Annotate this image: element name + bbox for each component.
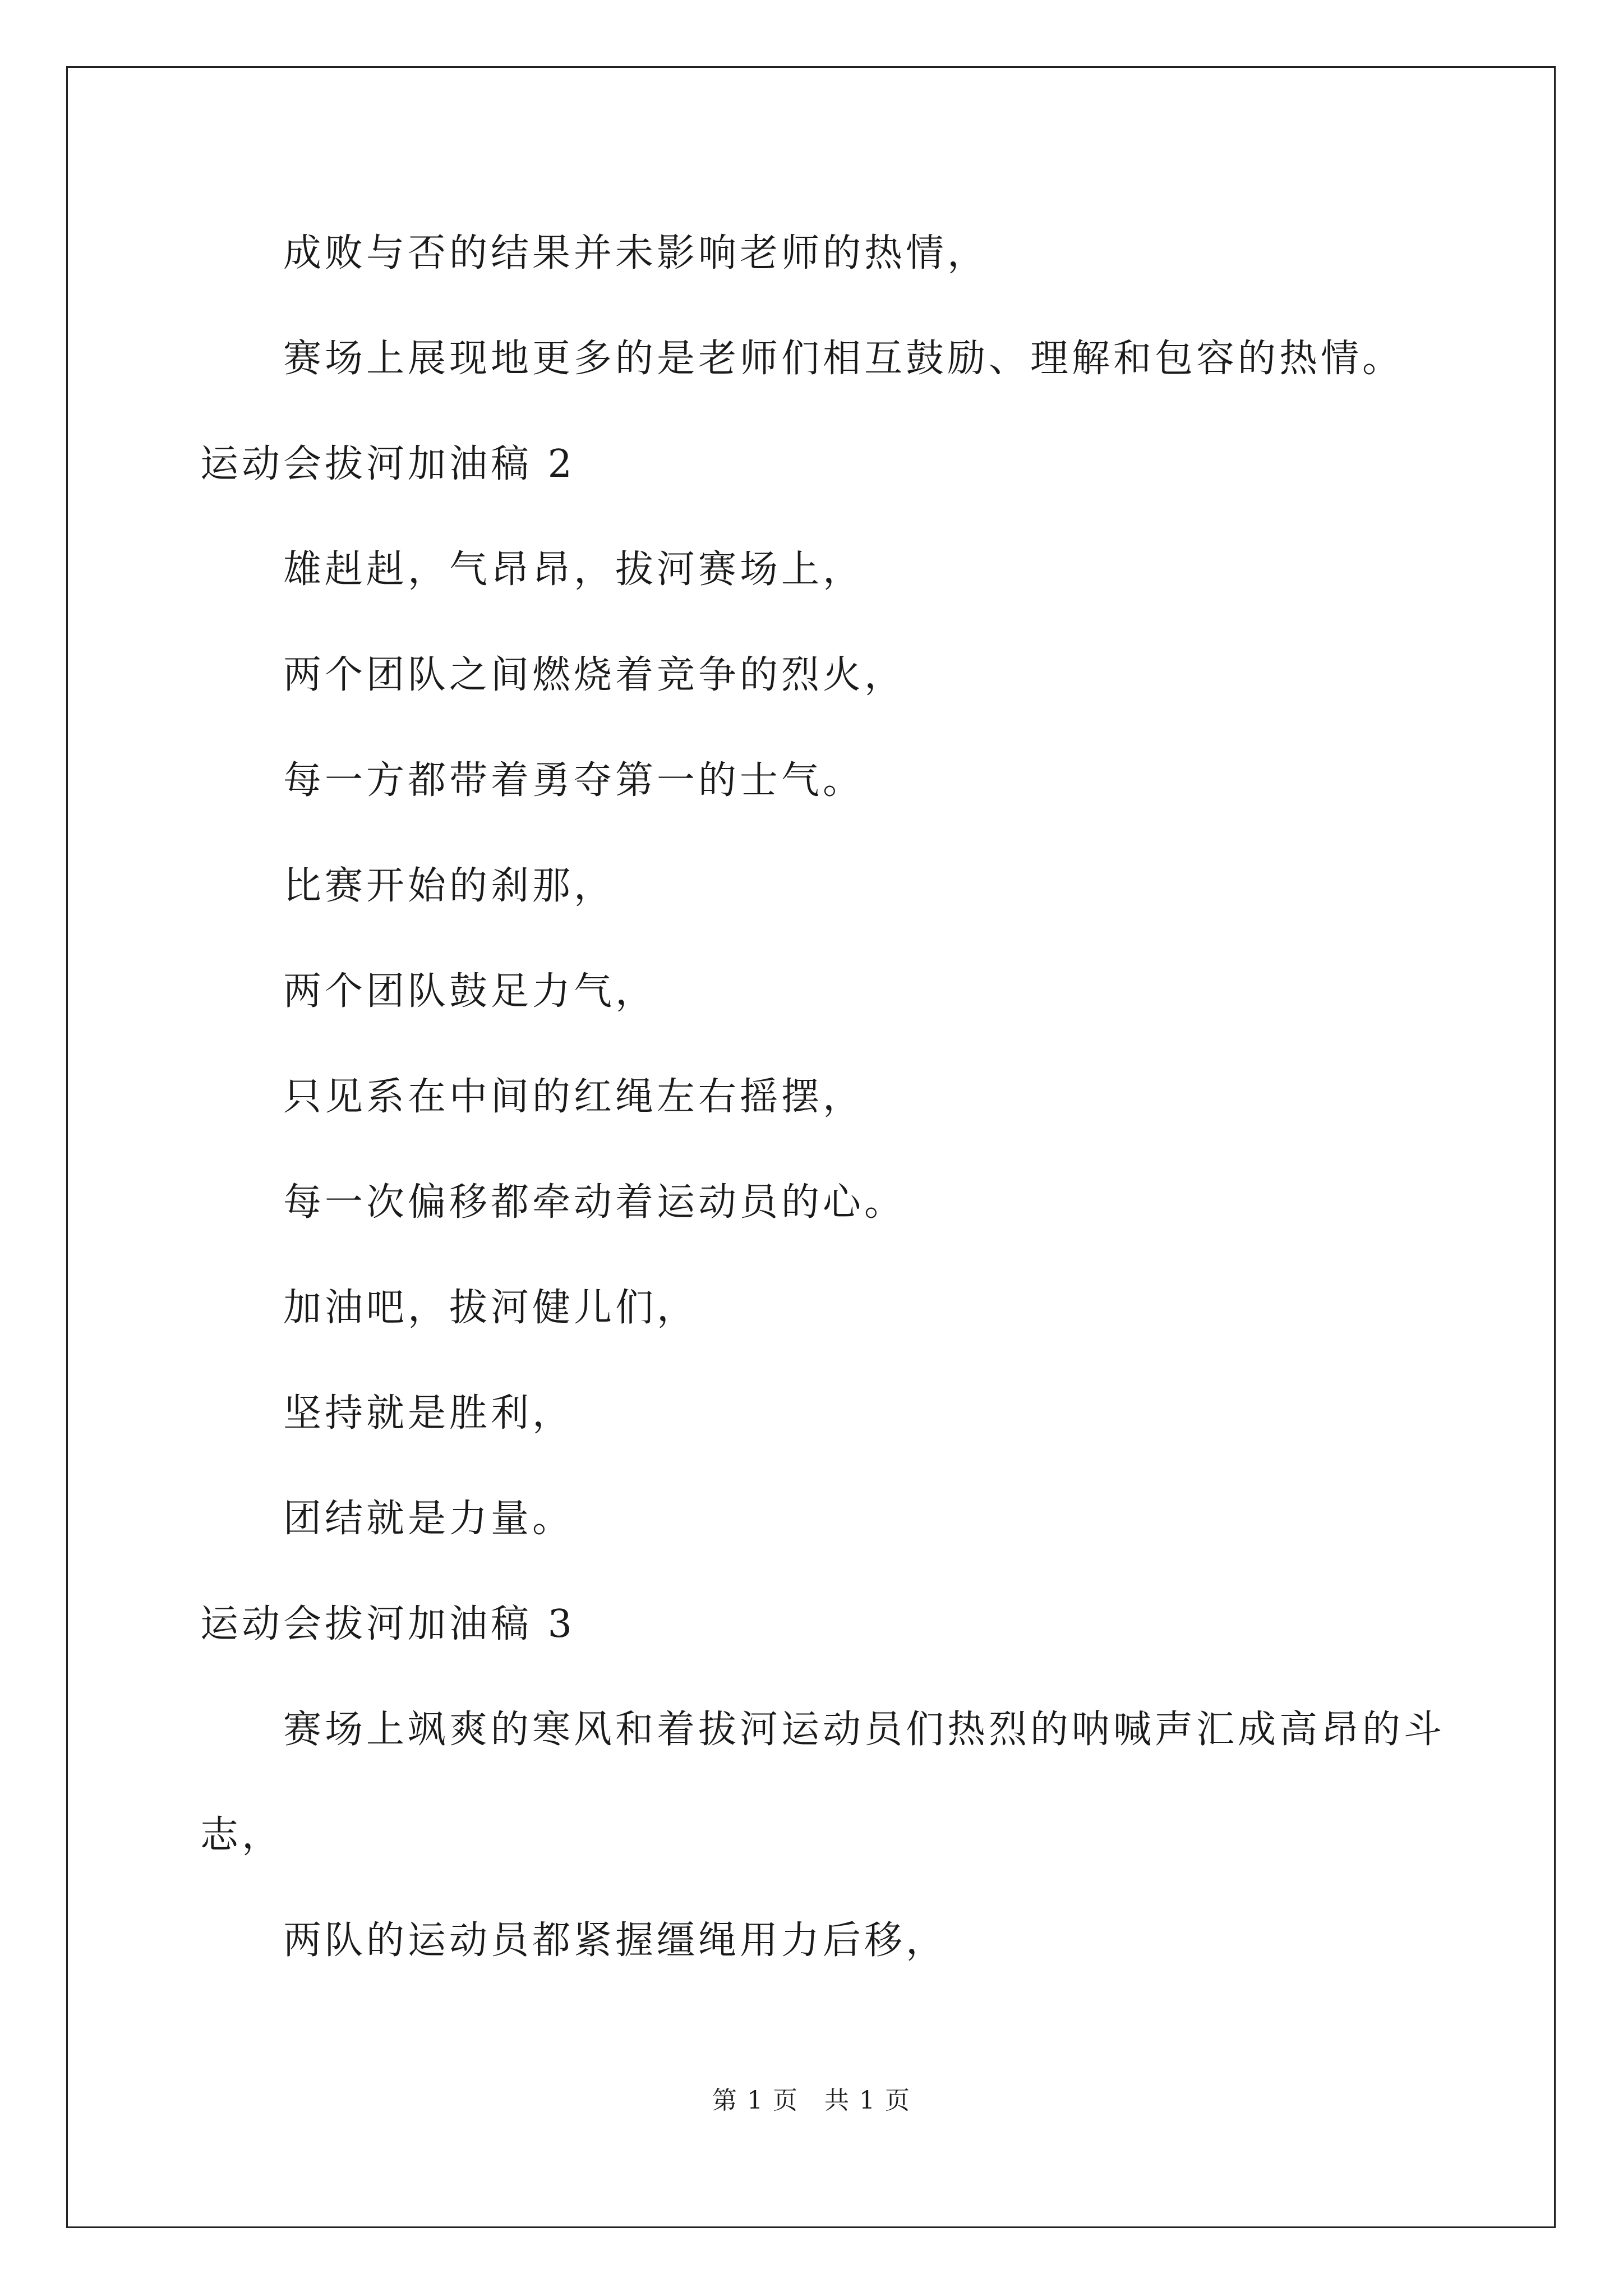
section-heading: 运动会拔河加油稿 2	[200, 442, 575, 486]
paragraph-line: 赛场上展现地更多的是老师们相互鼓励、理解和包容的热情。	[283, 337, 1404, 381]
paragraph-line: 成败与否的结果并未影响老师的热情，	[283, 231, 989, 275]
paragraph-line: 比赛开始的刹那，	[283, 864, 616, 908]
paragraph-line-continuation: 志，	[200, 1813, 284, 1857]
paragraph-line: 雄赳赳，气昂昂，拔河赛场上，	[283, 547, 865, 592]
page-border	[66, 66, 1556, 2228]
paragraph-line: 只见系在中间的红绳左右摇摆，	[283, 1075, 865, 1119]
paragraph-line: 坚持就是胜利，	[283, 1391, 574, 1435]
paragraph-line: 每一方都带着勇夺第一的士气。	[283, 758, 865, 803]
paragraph-line: 赛场上飒爽的寒风和着拔河运动员们热烈的呐喊声汇成高昂的斗	[283, 1708, 1446, 1752]
paragraph-line: 每一次偏移都牵动着运动员的心。	[283, 1180, 906, 1225]
paragraph-line: 加油吧，拔河健儿们，	[283, 1286, 699, 1330]
page-number-footer: 第 1 页 共 1 页	[712, 2086, 911, 2115]
paragraph-line: 两个团队之间燃烧着竞争的烈火，	[283, 653, 906, 697]
paragraph-line: 两个团队鼓足力气，	[283, 969, 657, 1014]
paragraph-line: 团结就是力量。	[283, 1497, 574, 1541]
section-heading: 运动会拔河加油稿 3	[200, 1602, 575, 1646]
paragraph-line: 两队的运动员都紧握缰绳用力后移，	[283, 1918, 948, 1963]
